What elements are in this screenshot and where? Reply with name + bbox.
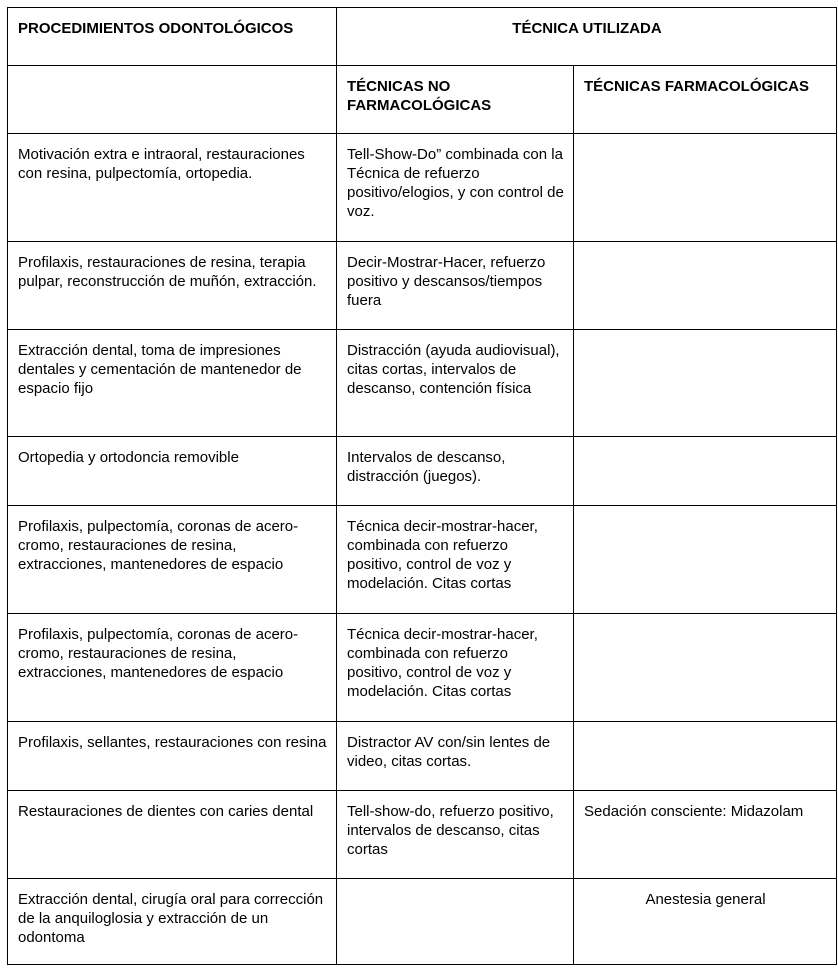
procedure-cell: Extracción dental, toma de impresiones dentales y cementación de mantenedor de espacio fijo — [8, 330, 337, 437]
table-row — [8, 722, 837, 791]
non-pharm-cell: Distractor AV con/sin lentes de video, citas cortas. — [337, 722, 574, 791]
non-pharm-cell: Tell-Show-Do” combinada con la Técnica de refuerzo positivo/elogios, y con control de voz. — [337, 134, 574, 242]
subheader-row — [8, 66, 837, 134]
table-row — [8, 242, 837, 330]
subheader-empty-cell — [8, 66, 337, 134]
pharm-cell: Sedación consciente: Midazolam — [574, 791, 837, 879]
non-pharm-cell: Técnica decir-mostrar-hacer, combinada con refuerzo positivo, control de voz y modelación. Citas cortas — [337, 506, 574, 614]
non-pharm-cell: Técnica decir-mostrar-hacer, combinada con refuerzo positivo, control de voz y modelación. Citas cortas — [337, 614, 574, 722]
pharm-cell: Anestesia general — [574, 879, 837, 965]
table-row — [8, 879, 837, 965]
non-pharm-cell: Intervalos de descanso, distracción (juegos). — [337, 437, 574, 506]
header-technique: TÉCNICA UTILIZADA — [337, 8, 837, 66]
procedure-cell: Profilaxis, pulpectomía, coronas de acero-cromo, restauraciones de resina, extracciones, mantenedores de espacio — [8, 614, 337, 722]
procedure-cell: Profilaxis, restauraciones de resina, terapia pulpar, reconstrucción de muñón, extracción. — [8, 242, 337, 330]
table-row — [8, 791, 837, 879]
pharm-cell — [574, 614, 837, 722]
pharm-cell — [574, 437, 837, 506]
header-pharm: TÉCNICAS FARMACOLÓGICAS — [574, 66, 837, 134]
procedures-table — [7, 7, 837, 965]
pharm-cell — [574, 722, 837, 791]
pharm-cell — [574, 134, 837, 242]
non-pharm-cell — [337, 879, 574, 965]
pharm-cell — [574, 242, 837, 330]
procedure-cell: Profilaxis, pulpectomía, coronas de acero-cromo, restauraciones de resina, extracciones, mantenedores de espacio — [8, 506, 337, 614]
non-pharm-cell: Decir-Mostrar-Hacer, refuerzo positivo y descansos/tiempos fuera — [337, 242, 574, 330]
header-procedures: PROCEDIMIENTOS ODONTOLÓGICOS — [8, 8, 337, 66]
table-row — [8, 330, 837, 437]
table-row — [8, 506, 837, 614]
table-row — [8, 134, 837, 242]
header-non-pharm: TÉCNICAS NO FARMACOLÓGICAS — [337, 66, 574, 134]
table-row — [8, 614, 837, 722]
procedure-cell: Restauraciones de dientes con caries dental — [8, 791, 337, 879]
procedure-cell: Ortopedia y ortodoncia removible — [8, 437, 337, 506]
header-row — [8, 8, 837, 66]
non-pharm-cell: Tell-show-do, refuerzo positivo, intervalos de descanso, citas cortas — [337, 791, 574, 879]
procedure-cell: Profilaxis, sellantes, restauraciones con resina — [8, 722, 337, 791]
procedure-cell: Motivación extra e intraoral, restauraciones con resina, pulpectomía, ortopedia. — [8, 134, 337, 242]
procedure-cell: Extracción dental, cirugía oral para corrección de la anquiloglosia y extracción de un odontoma — [8, 879, 337, 965]
non-pharm-cell: Distracción (ayuda audiovisual), citas cortas, intervalos de descanso, contención física — [337, 330, 574, 437]
table-row — [8, 437, 837, 506]
pharm-cell — [574, 330, 837, 437]
pharm-cell — [574, 506, 837, 614]
